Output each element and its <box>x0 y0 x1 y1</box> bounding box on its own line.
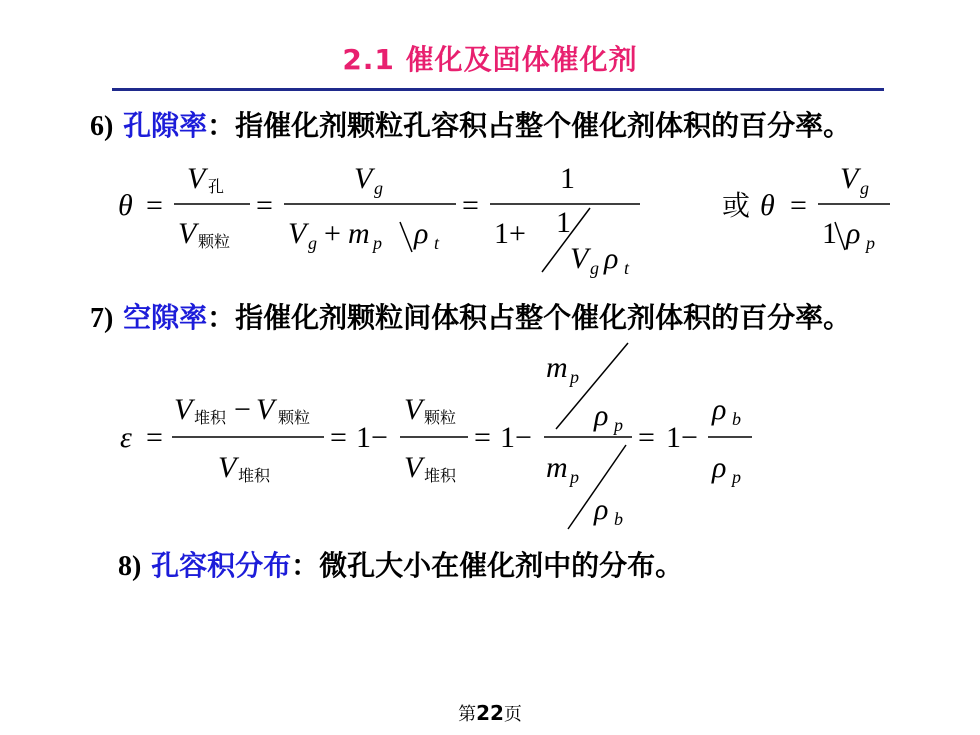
theta-symbol: θ <box>760 189 775 222</box>
equals-sign: = <box>330 421 347 454</box>
subscript-keli: 颗粒 <box>198 234 231 251</box>
item-6-heading <box>90 104 851 144</box>
v-symbol: V <box>570 242 589 275</box>
porosity-formula <box>0 150 980 290</box>
slash-divider <box>400 222 412 252</box>
or-label: 或 <box>722 191 751 222</box>
subscript-duiji: 堆积 <box>424 468 457 485</box>
subscript-kong: 孔 <box>208 179 225 196</box>
item-8-number: 8) <box>118 551 142 582</box>
m-symbol: m <box>348 217 370 250</box>
v-symbol: V <box>187 162 206 195</box>
theta-symbol: θ <box>118 189 133 222</box>
rho-symbol: ρ <box>594 493 609 526</box>
subscript-duiji: 堆积 <box>238 468 271 485</box>
subscript-p: p <box>373 233 382 253</box>
rho-symbol: ρ <box>594 399 609 432</box>
item-7-description: ：指催化剂颗粒间体积占整个催化剂体积的百分率。 <box>207 301 852 334</box>
item-6-number: 6) <box>90 111 114 142</box>
m-symbol: m <box>546 451 568 484</box>
equals-sign: = <box>638 421 655 454</box>
page-number <box>0 700 980 726</box>
subscript-p: p <box>570 367 579 387</box>
item-8-heading <box>118 544 683 584</box>
subscript-keli: 颗粒 <box>278 410 311 427</box>
title-divider <box>112 88 884 91</box>
v-symbol: V <box>404 393 423 426</box>
v-symbol: V <box>840 162 859 195</box>
one-minus: 1− <box>356 421 388 454</box>
item-7-number: 7) <box>90 303 114 334</box>
item-7-heading <box>90 296 851 336</box>
equals-sign: = <box>256 189 273 222</box>
equals-sign: = <box>790 189 807 222</box>
v-symbol: V <box>404 451 423 484</box>
plus-sign: + <box>324 217 341 250</box>
subscript-p: p <box>866 233 875 253</box>
v-symbol: V <box>178 217 197 250</box>
subscript-g: g <box>308 233 317 253</box>
page-suffix: 页 <box>503 704 522 725</box>
v-symbol: V <box>218 451 237 484</box>
rho-symbol: ρ <box>846 217 861 250</box>
v-symbol: V <box>288 217 307 250</box>
page-value: 22 <box>476 701 504 725</box>
item-8-term: 孔容积分布 <box>151 549 292 582</box>
rho-symbol: ρ <box>712 451 727 484</box>
item-6-term: 孔隙率 <box>123 109 208 142</box>
subscript-b: b <box>732 409 741 429</box>
subscript-g: g <box>374 178 383 198</box>
subscript-g: g <box>860 178 869 198</box>
equals-sign: = <box>146 189 163 222</box>
numerator-one: 1 <box>822 217 837 250</box>
one-plus: 1+ <box>494 217 526 250</box>
subscript-t: t <box>624 258 630 278</box>
rho-symbol: ρ <box>414 217 429 250</box>
m-symbol: m <box>546 351 568 384</box>
subscript-p: p <box>732 467 741 487</box>
item-8-description: ：微孔大小在催化剂中的分布。 <box>291 549 684 582</box>
item-6-description: ：指催化剂颗粒孔容积占整个催化剂体积的百分率。 <box>207 109 852 142</box>
one-minus: 1− <box>500 421 532 454</box>
v-symbol: V <box>256 393 275 426</box>
rho-symbol: ρ <box>604 242 619 275</box>
equals-sign: = <box>474 421 491 454</box>
subscript-duiji: 堆积 <box>194 410 227 427</box>
minus-sign: − <box>234 393 251 426</box>
numerator-one: 1 <box>556 206 571 239</box>
subscript-g: g <box>590 258 599 278</box>
one-minus: 1− <box>666 421 698 454</box>
subscript-b: b <box>614 509 623 529</box>
epsilon-symbol: ε <box>120 421 132 454</box>
item-7-term: 空隙率 <box>123 301 208 334</box>
subscript-p: p <box>570 467 579 487</box>
subscript-t: t <box>434 233 440 253</box>
equals-sign: = <box>146 421 163 454</box>
v-symbol: V <box>354 162 373 195</box>
void-fraction-formula <box>0 335 980 535</box>
page-title: 2.1 催化及固体催化剂 <box>342 43 638 76</box>
page-prefix: 第 <box>458 704 477 725</box>
subscript-p: p <box>614 415 623 435</box>
v-symbol: V <box>174 393 193 426</box>
rho-symbol: ρ <box>712 393 727 426</box>
equals-sign: = <box>462 189 479 222</box>
subscript-keli: 颗粒 <box>424 410 457 427</box>
numerator-one: 1 <box>560 162 575 195</box>
